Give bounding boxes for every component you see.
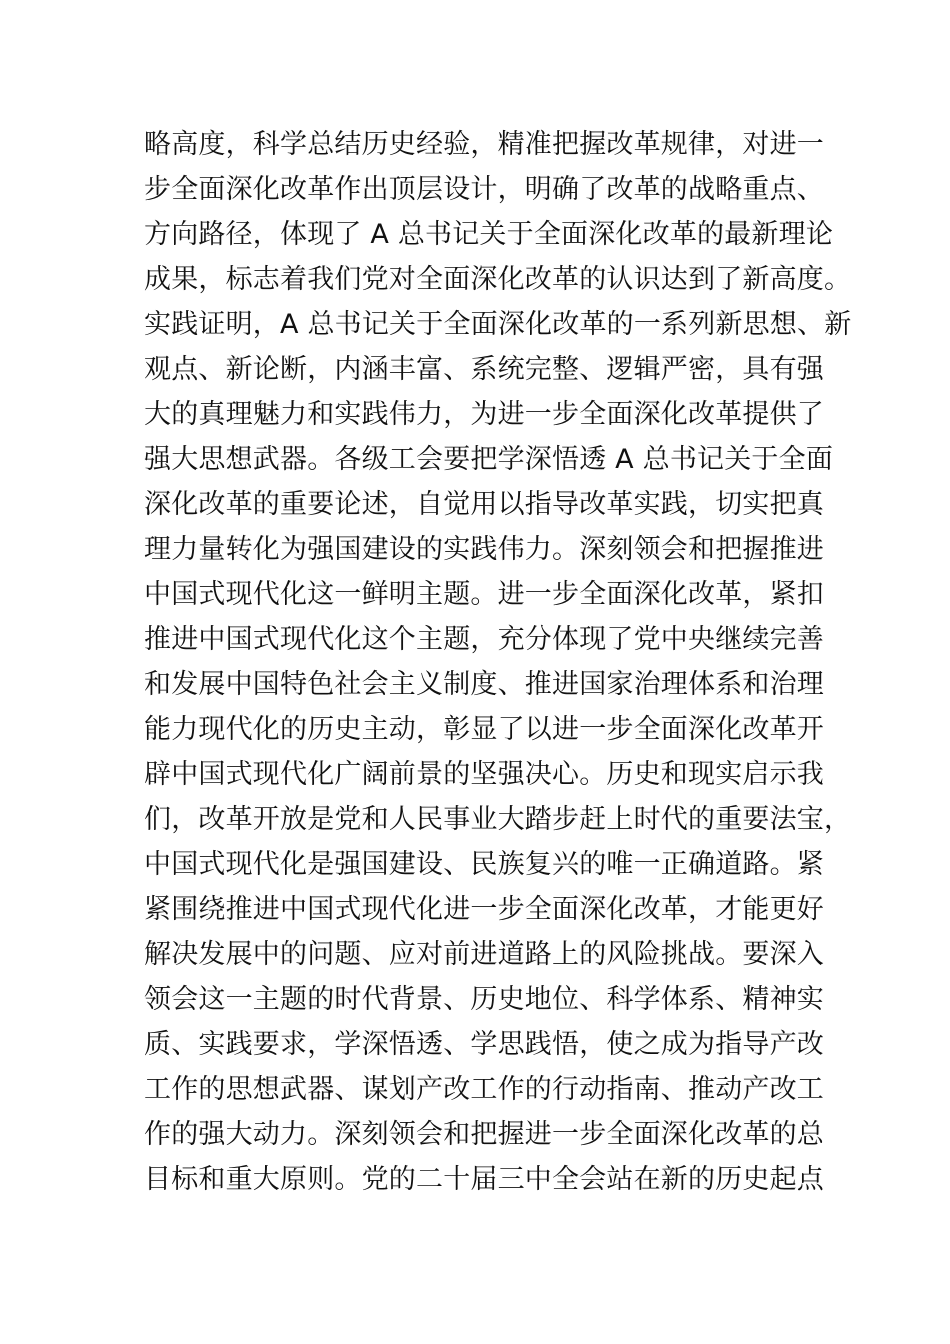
text-line-17: 中国式现代化是强国建设、民族复兴的唯一正确道路。紧: [144, 849, 824, 880]
text-line-10: 理力量转化为强国建设的实践伟力。深刻领会和把握推进: [144, 534, 824, 565]
text-line-4: 成果，标志着我们党对全面深化改革的认识达到了新高度。: [144, 264, 852, 295]
text-line-3: 方向路径，体现了 A 总书记关于全面深化改革的最新理论: [144, 219, 834, 250]
text-line-7: 大的真理魅力和实践伟力，为进一步全面深化改革提供了: [144, 399, 824, 430]
text-line-6: 观点、新论断，内涵丰富、系统完整、逻辑严密，具有强: [144, 354, 824, 385]
text-line-16: 们，改革开放是党和人民事业大踏步赶上时代的重要法宝，: [144, 804, 852, 835]
text-line-9: 深化改革的重要论述，自觉用以指导改革实践，切实把真: [144, 489, 824, 520]
text-line-21: 质、实践要求，学深悟透、学思践悟，使之成为指导产改: [144, 1029, 824, 1060]
text-line-14: 能力现代化的历史主动，彰显了以进一步全面深化改革开: [144, 714, 824, 745]
text-line-12: 推进中国式现代化这个主题，充分体现了党中央继续完善: [144, 624, 824, 655]
text-line-18: 紧围绕推进中国式现代化进一步全面深化改革，才能更好: [144, 894, 824, 925]
text-line-19: 解决发展中的问题、应对前进道路上的风险挑战。要深入: [144, 939, 824, 970]
text-line-1: 略高度，科学总结历史经验，精准把握改革规律，对进一: [144, 129, 824, 160]
text-line-15: 辟中国式现代化广阔前景的坚强决心。历史和现实启示我: [144, 759, 824, 790]
text-line-23: 作的强大动力。深刻领会和把握进一步全面深化改革的总: [144, 1119, 824, 1150]
text-line-5: 实践证明，A 总书记关于全面深化改革的一系列新思想、新: [144, 309, 852, 340]
text-line-11: 中国式现代化这一鲜明主题。进一步全面深化改革，紧扣: [144, 579, 824, 610]
text-line-8: 强大思想武器。各级工会要把学深悟透 A 总书记关于全面: [144, 444, 834, 475]
text-line-13: 和发展中国特色社会主义制度、推进国家治理体系和治理: [144, 669, 824, 700]
text-line-22: 工作的思想武器、谋划产改工作的行动指南、推动产改工: [144, 1074, 824, 1105]
text-line-24: 目标和重大原则。党的二十届三中全会站在新的历史起点: [144, 1164, 824, 1195]
text-line-2: 步全面深化改革作出顶层设计，明确了改革的战略重点、: [144, 174, 824, 205]
body-text: [144, 122, 852, 1202]
text-line-20: 领会这一主题的时代背景、历史地位、科学体系、精神实: [144, 984, 824, 1015]
